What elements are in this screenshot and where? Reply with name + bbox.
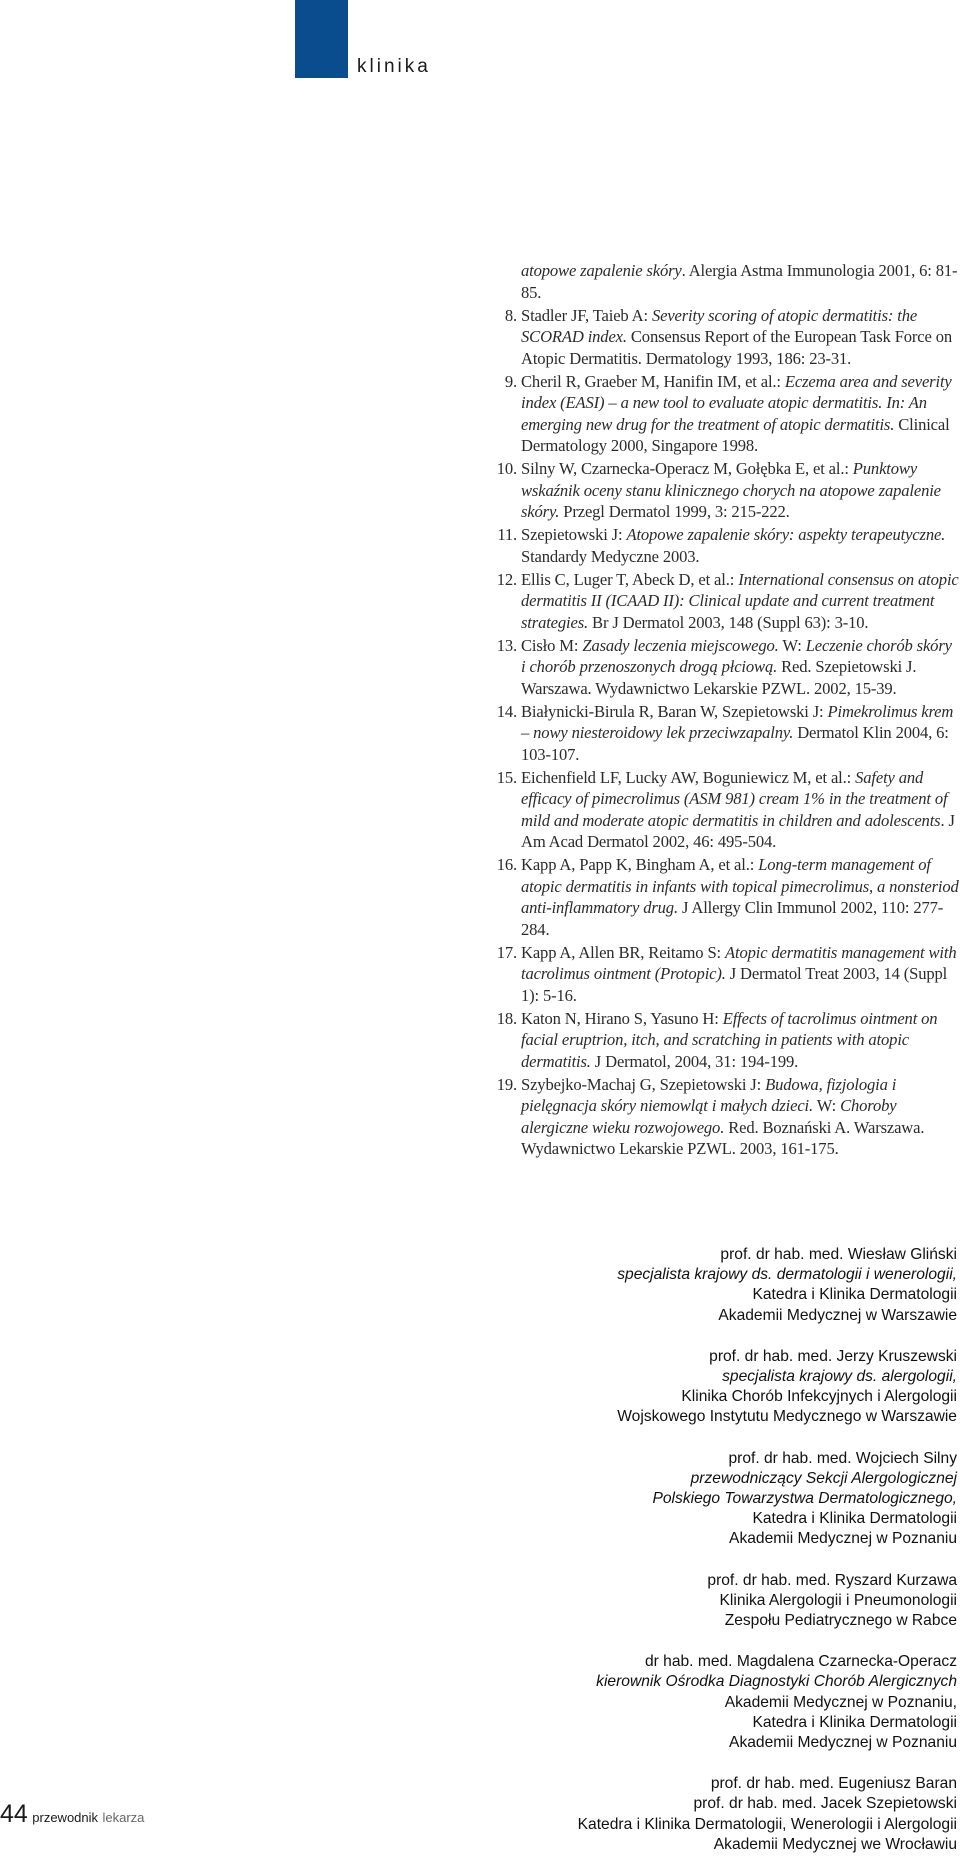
reference-text: Cheril R, Graeber M, Hanifin IM, et al.: bbox=[521, 371, 785, 391]
reference-number: 15. bbox=[496, 767, 517, 787]
author-affiliation-line: Katedra i Klinika Dermatologii bbox=[752, 1510, 957, 1528]
reference-item bbox=[496, 854, 959, 940]
reference-title: Choroby alergiczne wieku rozwojowego. bbox=[521, 1096, 897, 1137]
author-affiliation-line: Akademii Medycznej w Poznaniu bbox=[729, 1530, 957, 1548]
reference-text: J Dermatol Treat 2003, 14 (Suppl 1): 5-16. bbox=[521, 964, 948, 1005]
reference-number: 16. bbox=[496, 855, 517, 874]
author-affiliation-line: Polskiego Towarzystwa Dermatologicznego, bbox=[652, 1490, 957, 1508]
author-affiliation-line: kierownik Ośrodka Diagnostyki Chorób Alergicznych bbox=[596, 1673, 957, 1691]
author-affiliation-line: Akademii Medycznej w Warszawie bbox=[718, 1306, 957, 1324]
reference-title: Pimekrolimus krem – nowy niesteroidowy lek przeciwzapalny. bbox=[521, 701, 954, 742]
reference-text: J Dermatol, 2004, 31: 194-199. bbox=[590, 1051, 799, 1071]
reference-item bbox=[496, 1074, 959, 1160]
reference-title: Eczema area and severity index (EASI) – a new tool to evaluate atopic dermatitis. In: An emerging new drug for the treatment of atopic dermatitis. bbox=[521, 371, 952, 434]
reference-list bbox=[496, 260, 959, 1161]
author-block bbox=[477, 1774, 957, 1855]
reference-number: 12. bbox=[496, 569, 517, 589]
reference-title: atopowe zapalenie skóry bbox=[521, 261, 682, 280]
author-affiliation-line: Wojskowego Instytutu Medycznego w Warszawie bbox=[617, 1408, 957, 1426]
reference-text: J Allergy Clin Immunol 2002, 110: 277-284. bbox=[521, 898, 944, 939]
reference-text: . Alergia Astma Immunologia 2001, 6: 81-85. bbox=[521, 261, 958, 302]
reference-number: 17. bbox=[496, 942, 517, 962]
magazine-name: przewodnik bbox=[32, 1810, 99, 1825]
author-affiliation-line: Klinika Chorób Infekcyjnych i Alergologii bbox=[681, 1388, 957, 1406]
reference-number: 14. bbox=[496, 701, 517, 721]
reference-item bbox=[521, 260, 959, 303]
author-affiliation-line: Akademii Medycznej w Poznaniu, bbox=[724, 1693, 957, 1711]
author-name: prof. dr hab. med. Eugeniusz Baran bbox=[710, 1775, 957, 1793]
reference-title: Safety and efficacy of pimecrolimus (ASM 981) cream 1% in the treatment of mild and moderate atopic dermatitis in children and adolescents bbox=[521, 767, 948, 830]
reference-text: Eichenfield LF, Lucky AW, Boguniewicz M, et al.: bbox=[521, 767, 856, 787]
reference-text: Stadler JF, Taieb A: bbox=[521, 305, 652, 325]
page-number: 44 bbox=[0, 1800, 28, 1828]
reference-item bbox=[496, 458, 959, 523]
reference-text: W: bbox=[813, 1096, 841, 1115]
author-affiliation-line: Akademii Medycznej w Poznaniu bbox=[729, 1734, 957, 1752]
reference-number: 11. bbox=[497, 525, 517, 544]
reference-text: Kapp A, Papp K, Bingham A, et al.: bbox=[521, 855, 759, 874]
section-label: klinika bbox=[357, 56, 431, 77]
reference-item bbox=[496, 942, 959, 1007]
author-name: prof. dr hab. med. Wojciech Silny bbox=[728, 1449, 957, 1467]
reference-text: Kapp A, Allen BR, Reitamo S: bbox=[521, 942, 725, 962]
author-name: prof. dr hab. med. Jerzy Kruszewski bbox=[709, 1347, 957, 1365]
reference-item bbox=[496, 701, 959, 766]
reference-number: 9. bbox=[504, 371, 517, 391]
reference-title: Atopic dermatitis management with tacrolimus ointment (Protopic). bbox=[521, 942, 957, 983]
reference-text: Red. Szepietowski J. Warszawa. Wydawnictwo Lekarskie PZWL. 2002, 15-39. bbox=[521, 657, 917, 698]
author-block bbox=[477, 1652, 957, 1753]
reference-text: W: bbox=[778, 635, 806, 655]
reference-number: 8. bbox=[504, 305, 517, 325]
author-affiliations bbox=[477, 1245, 957, 1876]
reference-title: International consensus on atopic dermatitis II (ICAAD II): Clinical update and current treatment strategies. bbox=[521, 569, 959, 632]
reference-title: Punktowy wskaźnik oceny stanu klinicznego chorych na atopowe zapalenie skóry. bbox=[521, 459, 941, 521]
reference-text: Szepietowski J: bbox=[521, 525, 627, 544]
brand-color-block bbox=[295, 0, 348, 78]
reference-text: Dermatol Klin 2004, 6: 103-107. bbox=[521, 723, 949, 764]
reference-text: Silny W, Czarnecka-Operacz M, Gołębka E, et al.: bbox=[521, 459, 853, 478]
reference-text: Standardy Medyczne 2003. bbox=[521, 546, 700, 566]
reference-text: Br J Dermatol 2003, 148 (Suppl 63): 3-10. bbox=[588, 612, 869, 632]
author-block bbox=[477, 1449, 957, 1550]
reference-item bbox=[497, 524, 959, 567]
reference-item bbox=[496, 1008, 959, 1073]
author-block bbox=[477, 1571, 957, 1632]
reference-text: Cisło M: bbox=[521, 635, 583, 655]
reference-text: Szybejko-Machaj G, Szepietowski J: bbox=[521, 1074, 766, 1094]
reference-title: Budowa, fizjologia i pielęgnacja skóry niemowląt i małych dzieci. bbox=[521, 1074, 897, 1115]
page-footer bbox=[0, 1800, 144, 1829]
reference-text: Red. Boznański A. Warszawa. Wydawnictwo Lekarskie PZWL. 2003, 161-175. bbox=[521, 1117, 925, 1158]
author-affiliation-line: Akademii Medycznej we Wrocławiu bbox=[713, 1835, 957, 1853]
author-affiliation-line: Katedra i Klinika Dermatologii bbox=[752, 1713, 957, 1731]
author-affiliation-line: Klinika Alergologii i Pneumonologii bbox=[719, 1591, 957, 1609]
reference-text: Clinical Dermatology 2000, Singapore 1998. bbox=[521, 414, 950, 455]
reference-number: 10. bbox=[496, 459, 517, 478]
author-affiliation-line: Katedra i Klinika Dermatologii bbox=[752, 1286, 957, 1304]
reference-title: Zasady leczenia miejscowego. bbox=[582, 635, 779, 655]
reference-number: 18. bbox=[496, 1008, 517, 1028]
reference-item bbox=[496, 569, 959, 634]
reference-title: Long-term management of atopic dermatitis in infants with topical pimecrolimus, a nonsteriod anti-inflammatory drug. bbox=[521, 855, 959, 917]
reference-item bbox=[496, 767, 959, 853]
reference-number: 13. bbox=[496, 635, 517, 655]
reference-item bbox=[496, 635, 959, 700]
author-name: dr hab. med. Magdalena Czarnecka-Operacz bbox=[644, 1653, 957, 1671]
reference-text: Białynicki-Birula R, Baran W, Szepietowski J: bbox=[521, 701, 828, 721]
author-affiliation-line: prof. dr hab. med. Jacek Szepietowski bbox=[693, 1795, 957, 1813]
author-affiliation-line: Katedra i Klinika Dermatologii, Wenerologii i Alergologii bbox=[577, 1815, 957, 1833]
author-block bbox=[477, 1347, 957, 1428]
reference-text: Consensus Report of the European Task Force on Atopic Dermatitis. Dermatology 1993, 186: 23-31. bbox=[521, 327, 953, 368]
reference-title: Severity scoring of atopic dermatitis: the SCORAD index. bbox=[521, 305, 918, 346]
author-name: prof. dr hab. med. Wiesław Gliński bbox=[720, 1246, 957, 1263]
author-name: prof. dr hab. med. Ryszard Kurzawa bbox=[707, 1571, 957, 1589]
reference-title: Effects of tacrolimus ointment on facial eruptrion, itch, and scratching in patients with atopic dermatitis. bbox=[521, 1008, 938, 1071]
author-affiliation-line: specjalista krajowy ds. alergologii, bbox=[722, 1368, 957, 1386]
author-block bbox=[477, 1245, 957, 1326]
reference-text: Ellis C, Luger T, Abeck D, et al.: bbox=[521, 569, 739, 589]
reference-text: . J Am Acad Dermatol 2002, 46: 495-504. bbox=[521, 810, 955, 851]
reference-item bbox=[504, 305, 959, 370]
author-affiliation-line: Zespołu Pediatrycznego w Rabce bbox=[724, 1612, 957, 1630]
reference-title: Atopowe zapalenie skóry: aspekty terapeutyczne. bbox=[626, 525, 946, 544]
reference-text: Przegl Dermatol 1999, 3: 215-222. bbox=[559, 502, 790, 521]
reference-title: Leczenie chorób skóry i chorób przenoszonych drogą płciową. bbox=[521, 635, 952, 676]
author-affiliation-line: przewodniczący Sekcji Alergologicznej bbox=[690, 1469, 957, 1487]
magazine-name-light: lekarza bbox=[102, 1810, 145, 1825]
reference-item bbox=[504, 371, 959, 457]
reference-text: Katon N, Hirano S, Yasuno H: bbox=[521, 1008, 723, 1028]
reference-number: 19. bbox=[496, 1074, 517, 1094]
author-affiliation-line: specjalista krajowy ds. dermatologii i wenerologii, bbox=[617, 1266, 957, 1284]
